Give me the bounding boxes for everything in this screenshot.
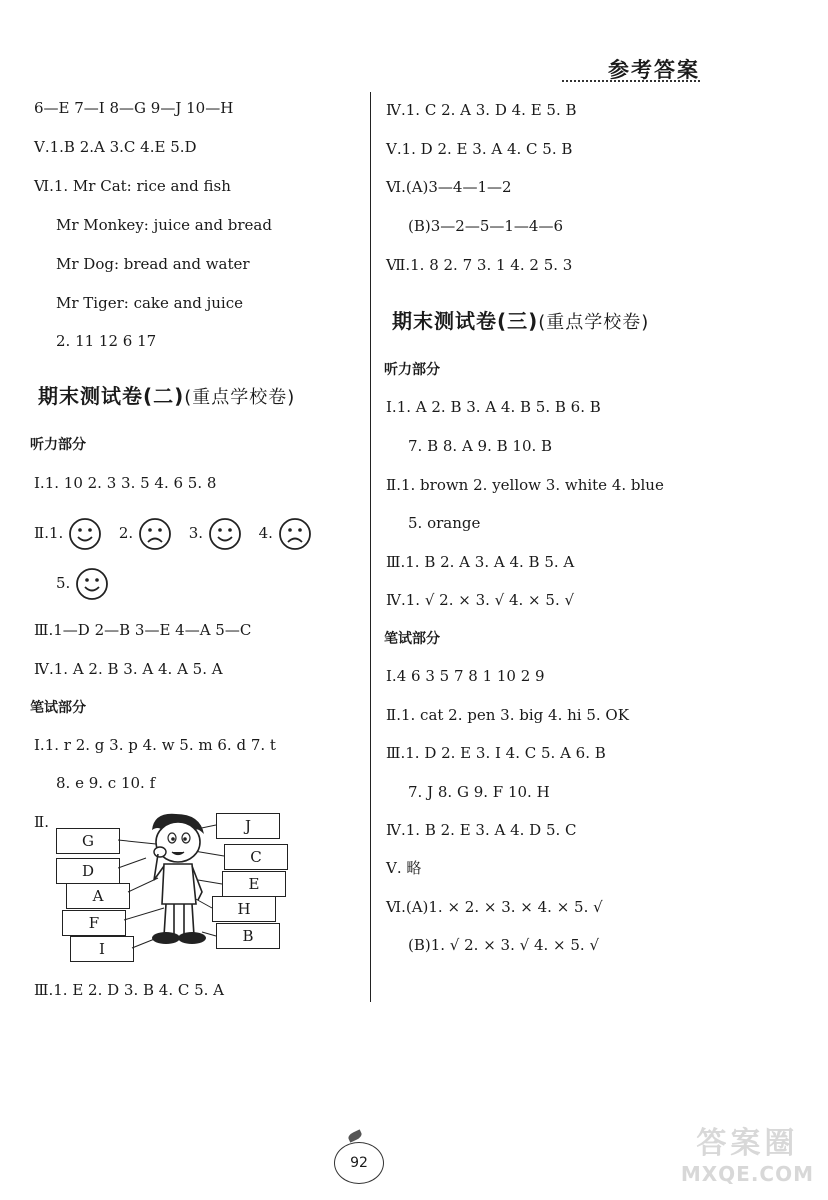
question-label: Ⅱ.: [34, 813, 49, 831]
word-box: H: [212, 896, 276, 922]
answer-line: Ⅲ.1. E 2. D 3. B 4. C 5. A: [34, 981, 225, 999]
answer-line: Ⅲ.1. D 2. E 3. I 4. C 5. A 6. B: [386, 744, 606, 762]
sad-face-icon: [278, 517, 312, 551]
leaf-icon: [347, 1129, 363, 1142]
answer-line: Ⅰ.4 6 3 5 7 8 1 10 2 9: [386, 667, 545, 685]
answer-line: Ⅰ.1. 10 2. 3 3. 5 4. 6 5. 8: [34, 474, 217, 492]
answer-line: Ⅰ.1. A 2. B 3. A 4. B 5. B 6. B: [386, 398, 601, 416]
header-title: 参考答案: [608, 58, 700, 82]
word-box: F: [62, 910, 126, 936]
smiley-face-icon: [75, 567, 109, 601]
word-box: J: [216, 813, 280, 839]
column-divider: [370, 92, 371, 1002]
answer-line: Ⅳ.1. C 2. A 3. D 4. E 5. B: [386, 101, 577, 119]
word-box: E: [222, 871, 286, 897]
answer-line: Ⅲ.1. B 2. A 3. A 4. B 5. A: [386, 553, 575, 571]
page-number: 92: [334, 1142, 384, 1184]
answer-line: Ⅴ. 略: [386, 859, 422, 877]
face-label: 3.: [188, 524, 204, 542]
face-label: 4.: [258, 524, 273, 542]
answer-line: Ⅵ.(A)3—4—1—2: [386, 178, 512, 196]
answer-line: 8. e 9. c 10. f: [56, 774, 156, 792]
word-box: B: [216, 923, 280, 949]
faces-row: [56, 567, 109, 601]
answer-line: Ⅲ.1—D 2—B 3—E 4—A 5—C: [34, 621, 252, 639]
section-label: 听力部分: [384, 362, 440, 378]
word-box: A: [66, 883, 130, 909]
watermark-url: MXQE.COM: [680, 1162, 814, 1186]
answer-line: 7. B 8. A 9. B 10. B: [408, 437, 553, 455]
section-title-sub: (重点学校卷): [538, 312, 650, 333]
word-box: G: [56, 828, 120, 854]
boy-figure-illustration: [118, 808, 228, 958]
faces-row: [34, 517, 312, 551]
section-label: 笔试部分: [384, 631, 440, 647]
header-rule: [562, 80, 700, 82]
word-box: I: [70, 936, 134, 962]
section-label: 笔试部分: [30, 700, 86, 716]
answer-line: Ⅱ.1. brown 2. yellow 3. white 4. blue: [386, 476, 664, 494]
watermark-text: 答案圈: [696, 1126, 799, 1161]
answer-line: 2. 11 12 6 17: [56, 332, 157, 350]
answer-line: Ⅳ.1. √ 2. × 3. √ 4. × 5. √: [386, 591, 575, 609]
answer-line: 7. J 8. G 9. F 10. H: [408, 783, 550, 801]
answer-line: Ⅳ.1. A 2. B 3. A 4. A 5. A: [34, 660, 223, 678]
smiley-face-icon: [68, 517, 102, 551]
answer-line: Ⅵ.1. Mr Cat: rice and fish: [34, 177, 231, 195]
faces-label: Ⅱ.1.: [34, 524, 64, 542]
word-box: C: [224, 844, 288, 870]
answer-line: (B)3—2—5—1—4—6: [408, 217, 563, 235]
answer-line: Ⅴ.1. D 2. E 3. A 4. C 5. B: [386, 140, 573, 158]
smiley-face-icon: [208, 517, 242, 551]
section-title-main: 期末测试卷(二): [38, 384, 185, 408]
section-title-sub: (重点学校卷): [184, 387, 296, 408]
face-label: 2.: [118, 524, 134, 542]
word-box: D: [56, 858, 120, 884]
answer-line: Mr Tiger: cake and juice: [56, 294, 244, 312]
section-title: [38, 380, 295, 409]
answer-line: (B)1. √ 2. × 3. √ 4. × 5. √: [408, 936, 600, 954]
answer-line: Ⅳ.1. B 2. E 3. A 4. D 5. C: [386, 821, 577, 839]
answer-line: Ⅱ.1. cat 2. pen 3. big 4. hi 5. OK: [386, 706, 629, 724]
answer-line: Ⅴ.1.B 2.A 3.C 4.E 5.D: [34, 138, 197, 156]
answer-line: Ⅵ.(A)1. × 2. × 3. × 4. × 5. √: [386, 898, 603, 916]
answer-line: 5. orange: [408, 514, 481, 532]
watermark: [681, 1118, 814, 1186]
section-title: [392, 305, 649, 334]
answer-line: Ⅰ.1. r 2. g 3. p 4. w 5. m 6. d 7. t: [34, 736, 276, 754]
section-title-main: 期末测试卷(三): [392, 309, 539, 333]
face-label: 5.: [56, 574, 71, 592]
answer-line: Ⅶ.1. 8 2. 7 3. 1 4. 2 5. 3: [386, 256, 573, 274]
answer-line: 6—E 7—I 8—G 9—J 10—H: [34, 99, 234, 117]
sad-face-icon: [138, 517, 172, 551]
answer-line: Mr Monkey: juice and bread: [56, 216, 272, 234]
section-label: 听力部分: [30, 437, 86, 453]
answer-line: Mr Dog: bread and water: [56, 255, 250, 273]
